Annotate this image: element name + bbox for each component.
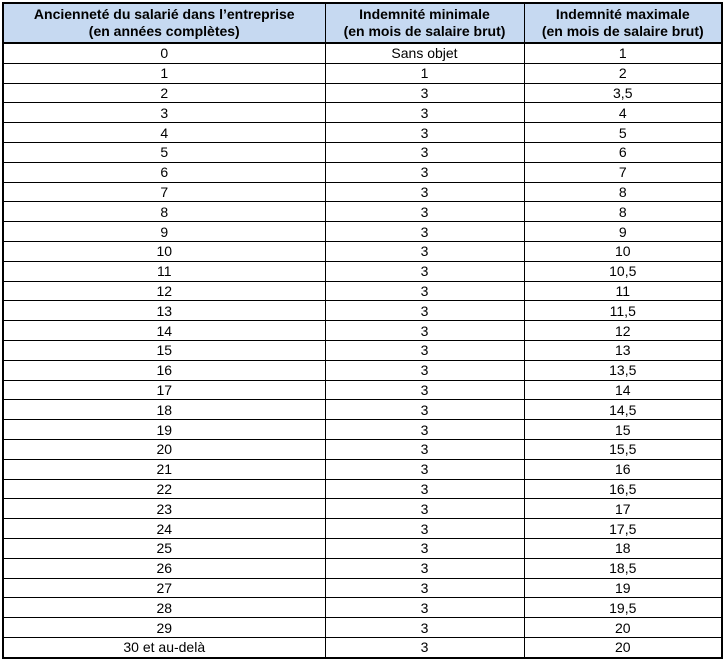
cell-seniority: 7	[3, 182, 325, 202]
table-row	[3, 598, 722, 618]
cell-min-indemnity: 3	[325, 182, 524, 202]
cell-max-indemnity: 12	[524, 321, 722, 341]
cell-seniority: 2	[3, 83, 325, 103]
cell-max-indemnity: 15,5	[524, 439, 722, 459]
cell-max-indemnity: 1	[524, 43, 722, 63]
table-row	[3, 340, 722, 360]
table-row	[3, 459, 722, 479]
table-row	[3, 558, 722, 578]
cell-min-indemnity: 3	[325, 618, 524, 638]
cell-seniority: 11	[3, 261, 325, 281]
cell-max-indemnity: 11	[524, 281, 722, 301]
cell-max-indemnity: 4	[524, 103, 722, 123]
cell-min-indemnity: 3	[325, 538, 524, 558]
cell-max-indemnity: 6	[524, 142, 722, 162]
table-row	[3, 63, 722, 83]
table-row	[3, 439, 722, 459]
cell-min-indemnity: 3	[325, 261, 524, 281]
cell-seniority: 4	[3, 123, 325, 143]
cell-max-indemnity: 17	[524, 499, 722, 519]
cell-seniority: 17	[3, 380, 325, 400]
table-row	[3, 637, 722, 657]
cell-max-indemnity: 20	[524, 618, 722, 638]
cell-max-indemnity: 2	[524, 63, 722, 83]
table-row	[3, 420, 722, 440]
cell-seniority: 24	[3, 519, 325, 539]
cell-seniority: 27	[3, 578, 325, 598]
header-min-indemnity-line2: (en mois de salaire brut)	[343, 23, 506, 39]
header-max-indemnity-line2: (en mois de salaire brut)	[541, 23, 704, 39]
cell-min-indemnity: 3	[325, 637, 524, 657]
cell-min-indemnity: 3	[325, 439, 524, 459]
cell-min-indemnity: 3	[325, 103, 524, 123]
cell-max-indemnity: 10	[524, 241, 722, 261]
cell-min-indemnity: 1	[325, 63, 524, 83]
cell-min-indemnity: 3	[325, 321, 524, 341]
header-max-indemnity	[524, 3, 722, 43]
cell-seniority: 13	[3, 301, 325, 321]
cell-seniority: 30 et au-delà	[3, 637, 325, 657]
cell-seniority: 5	[3, 142, 325, 162]
cell-max-indemnity: 3,5	[524, 83, 722, 103]
table-row	[3, 281, 722, 301]
cell-max-indemnity: 8	[524, 202, 722, 222]
cell-seniority: 20	[3, 439, 325, 459]
table-body	[3, 43, 722, 658]
table-row	[3, 538, 722, 558]
cell-seniority: 26	[3, 558, 325, 578]
header-max-indemnity-line1: Indemnité maximale	[555, 6, 690, 22]
cell-seniority: 18	[3, 400, 325, 420]
cell-min-indemnity: 3	[325, 301, 524, 321]
table-row	[3, 360, 722, 380]
cell-max-indemnity: 7	[524, 162, 722, 182]
table-row	[3, 519, 722, 539]
table-row	[3, 578, 722, 598]
cell-min-indemnity: 3	[325, 598, 524, 618]
cell-seniority: 16	[3, 360, 325, 380]
table-row	[3, 162, 722, 182]
cell-seniority: 19	[3, 420, 325, 440]
cell-max-indemnity: 9	[524, 222, 722, 242]
cell-max-indemnity: 11,5	[524, 301, 722, 321]
cell-seniority: 23	[3, 499, 325, 519]
cell-seniority: 0	[3, 43, 325, 63]
cell-max-indemnity: 16	[524, 459, 722, 479]
cell-max-indemnity: 10,5	[524, 261, 722, 281]
cell-min-indemnity: 3	[325, 142, 524, 162]
table-row	[3, 83, 722, 103]
cell-min-indemnity: 3	[325, 578, 524, 598]
table-row	[3, 202, 722, 222]
cell-min-indemnity: 3	[325, 222, 524, 242]
header-min-indemnity-line1: Indemnité minimale	[359, 6, 490, 22]
cell-min-indemnity: 3	[325, 202, 524, 222]
table-row	[3, 222, 722, 242]
cell-max-indemnity: 20	[524, 637, 722, 657]
cell-min-indemnity: 3	[325, 360, 524, 380]
cell-max-indemnity: 19	[524, 578, 722, 598]
cell-seniority: 14	[3, 321, 325, 341]
header-min-indemnity	[325, 3, 524, 43]
cell-seniority: 8	[3, 202, 325, 222]
cell-max-indemnity: 18	[524, 538, 722, 558]
cell-max-indemnity: 13	[524, 340, 722, 360]
cell-min-indemnity: 3	[325, 380, 524, 400]
cell-max-indemnity: 14	[524, 380, 722, 400]
cell-min-indemnity: 3	[325, 479, 524, 499]
cell-min-indemnity: 3	[325, 558, 524, 578]
cell-min-indemnity: 3	[325, 519, 524, 539]
header-seniority-line1: Ancienneté du salarié dans l’entreprise	[33, 6, 295, 22]
cell-seniority: 22	[3, 479, 325, 499]
table-header	[3, 3, 722, 43]
cell-seniority: 29	[3, 618, 325, 638]
cell-min-indemnity: 3	[325, 162, 524, 182]
cell-min-indemnity: 3	[325, 340, 524, 360]
cell-seniority: 28	[3, 598, 325, 618]
cell-min-indemnity: 3	[325, 83, 524, 103]
cell-max-indemnity: 16,5	[524, 479, 722, 499]
cell-seniority: 3	[3, 103, 325, 123]
cell-min-indemnity: 3	[325, 459, 524, 479]
header-row	[3, 3, 722, 43]
table-row	[3, 103, 722, 123]
cell-max-indemnity: 5	[524, 123, 722, 143]
cell-seniority: 6	[3, 162, 325, 182]
header-seniority-line2: (en années complètes)	[88, 23, 240, 39]
cell-min-indemnity: 3	[325, 420, 524, 440]
cell-seniority: 1	[3, 63, 325, 83]
table-row	[3, 241, 722, 261]
cell-seniority: 12	[3, 281, 325, 301]
cell-seniority: 25	[3, 538, 325, 558]
indemnity-scale-table	[2, 2, 723, 659]
cell-seniority: 21	[3, 459, 325, 479]
cell-max-indemnity: 18,5	[524, 558, 722, 578]
table-row	[3, 301, 722, 321]
table-row	[3, 400, 722, 420]
cell-min-indemnity: 3	[325, 281, 524, 301]
cell-max-indemnity: 14,5	[524, 400, 722, 420]
table-row	[3, 618, 722, 638]
table-row	[3, 123, 722, 143]
cell-min-indemnity: 3	[325, 400, 524, 420]
cell-max-indemnity: 15	[524, 420, 722, 440]
cell-max-indemnity: 13,5	[524, 360, 722, 380]
cell-seniority: 15	[3, 340, 325, 360]
table-row	[3, 479, 722, 499]
table-row	[3, 499, 722, 519]
table-row	[3, 182, 722, 202]
table-row	[3, 142, 722, 162]
table-row	[3, 43, 722, 63]
cell-min-indemnity: Sans objet	[325, 43, 524, 63]
table-row	[3, 261, 722, 281]
cell-max-indemnity: 19,5	[524, 598, 722, 618]
cell-seniority: 9	[3, 222, 325, 242]
cell-max-indemnity: 8	[524, 182, 722, 202]
cell-min-indemnity: 3	[325, 241, 524, 261]
table-row	[3, 380, 722, 400]
cell-min-indemnity: 3	[325, 123, 524, 143]
cell-max-indemnity: 17,5	[524, 519, 722, 539]
table-row	[3, 321, 722, 341]
cell-seniority: 10	[3, 241, 325, 261]
header-seniority	[3, 3, 325, 43]
cell-min-indemnity: 3	[325, 499, 524, 519]
